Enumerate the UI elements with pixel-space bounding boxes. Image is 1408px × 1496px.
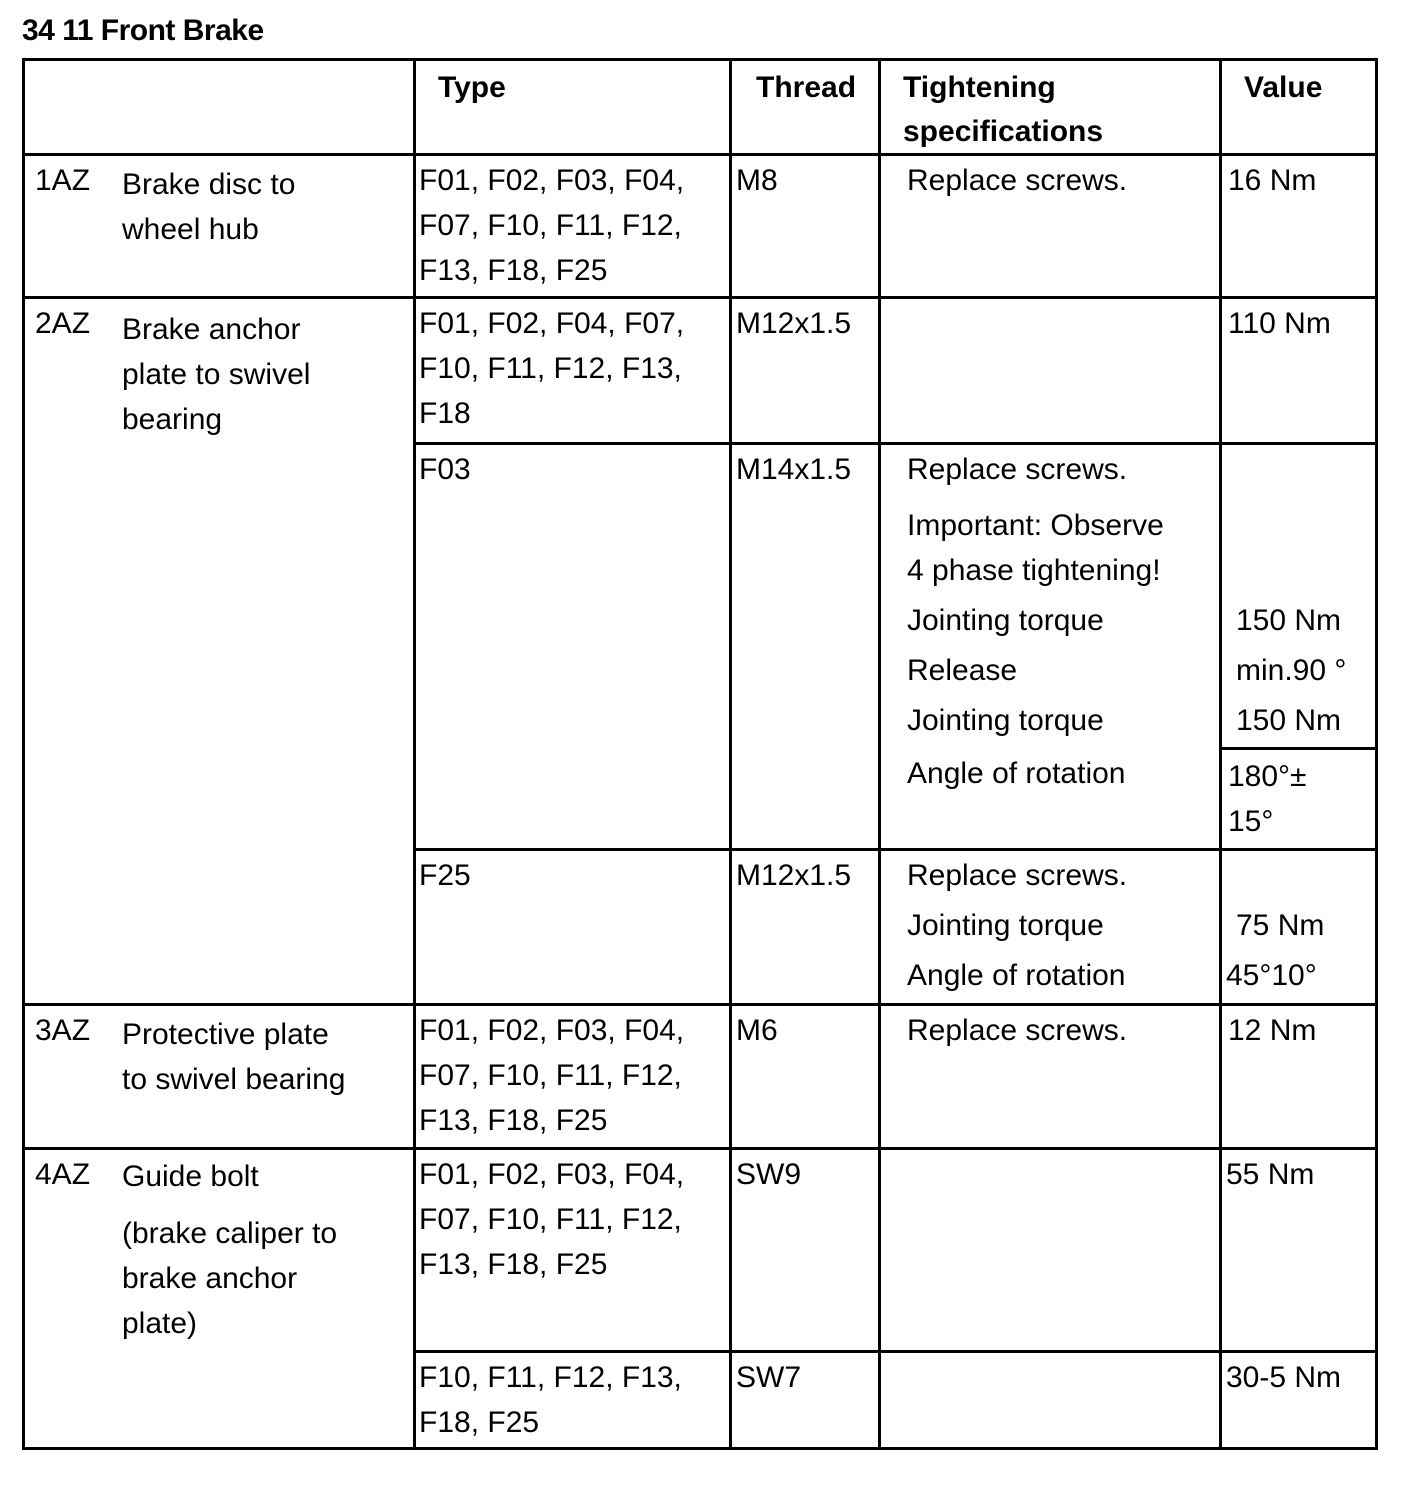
description-line: brake anchor	[122, 1262, 298, 1295]
spec-line: 4 phase tightening!	[907, 554, 1161, 587]
row-4az-b-type-cell	[416, 1353, 732, 1450]
angle-value	[1228, 754, 1307, 844]
type-line: F13, F18, F25	[419, 1248, 608, 1281]
row-2az-desc-cell	[25, 299, 416, 1006]
row-2az-b-angle-cell	[1222, 750, 1378, 851]
spec-line: Jointing torque	[907, 909, 1104, 942]
thread-value: M6	[736, 1014, 778, 1047]
row-3az-desc-cell	[25, 1006, 416, 1150]
row-1az-thread-cell	[732, 156, 881, 299]
row-2az-c-thread-cell	[732, 851, 881, 1006]
header-spec-line-2: specifications	[903, 115, 1104, 148]
type-list	[419, 301, 684, 436]
description-line: wheel hub	[122, 213, 259, 246]
row-1az-value-cell	[1222, 156, 1378, 299]
torque-value: 55 Nm	[1226, 1158, 1315, 1191]
row-code: 4AZ	[35, 1158, 91, 1191]
type-line: F10, F11, F12, F13,	[419, 1361, 682, 1394]
row-description-note	[122, 1211, 337, 1346]
spec-line: Jointing torque	[907, 604, 1104, 637]
type-line: F18	[419, 397, 471, 430]
torque-table	[22, 58, 1378, 1450]
torque-value: 75 Nm	[1236, 909, 1325, 942]
row-2az-b-value-cell	[1222, 445, 1378, 750]
description-line: Brake anchor	[122, 313, 301, 346]
row-2az-c-spec-cell	[881, 851, 1222, 1006]
row-4az-b-value-cell	[1222, 1353, 1378, 1450]
header-type-cell	[416, 61, 732, 156]
row-4az-b-spec-cell	[881, 1353, 1222, 1450]
torque-value: 12 Nm	[1228, 1014, 1317, 1047]
torque-value: 110 Nm	[1228, 307, 1331, 340]
row-4az-a-value-cell	[1222, 1150, 1378, 1353]
spec-line: Release	[907, 654, 1018, 687]
row-code: 1AZ	[35, 164, 91, 197]
row-description	[122, 1012, 345, 1102]
row-description	[122, 162, 295, 252]
type-line: F18, F25	[419, 1406, 540, 1439]
description-line: bearing	[122, 403, 223, 436]
row-4az-b-thread-cell	[732, 1353, 881, 1450]
row-3az-spec-cell	[881, 1006, 1222, 1150]
thread-value: M8	[736, 164, 778, 197]
row-description: Guide bolt	[122, 1160, 259, 1193]
header-thread: Thread	[756, 71, 857, 104]
thread-value: M12x1.5	[736, 859, 852, 892]
torque-value: 150 Nm	[1236, 604, 1342, 637]
spec-line: Important: Observe	[907, 509, 1164, 542]
spec-line: Angle of rotation	[907, 959, 1126, 992]
spec-line: Replace screws.	[907, 859, 1128, 892]
type-line: F07, F10, F11, F12,	[419, 1203, 682, 1236]
thread-value: SW7	[736, 1361, 802, 1394]
row-2az-a-value-cell	[1222, 299, 1378, 445]
type-list	[419, 1008, 684, 1143]
row-4az-desc-cell	[25, 1150, 416, 1450]
type-list	[419, 1355, 682, 1445]
spec-text: Replace screws.	[907, 1014, 1128, 1047]
page-title: 34 11 Front Brake	[22, 14, 264, 47]
type-list	[419, 1152, 684, 1287]
row-3az-thread-cell	[732, 1006, 881, 1150]
row-description	[122, 307, 310, 442]
description-line: plate to swivel	[122, 358, 311, 391]
spec-line: Replace screws.	[907, 453, 1128, 486]
row-2az-b-type-cell	[416, 445, 732, 851]
row-2az-b-thread-cell	[732, 445, 881, 851]
description-line: Brake disc to	[122, 168, 296, 201]
spec-text: Replace screws.	[907, 164, 1128, 197]
header-thread-cell	[732, 61, 881, 156]
row-3az-type-cell	[416, 1006, 732, 1150]
description-line: plate)	[122, 1307, 198, 1340]
header-blank-cell	[25, 61, 416, 156]
row-1az-desc-cell	[25, 156, 416, 299]
row-2az-a-type-cell	[416, 299, 732, 445]
type-line: F01, F02, F03, F04,	[419, 1014, 685, 1047]
type-line: F13, F18, F25	[419, 254, 608, 287]
row-1az-type-cell	[416, 156, 732, 299]
row-4az-a-type-cell	[416, 1150, 732, 1353]
row-code: 3AZ	[35, 1014, 91, 1047]
angle-line: 180°±	[1228, 760, 1307, 793]
type-line: F07, F10, F11, F12,	[419, 209, 682, 242]
row-4az-a-spec-cell	[881, 1150, 1222, 1353]
header-spec-cell	[881, 61, 1222, 156]
row-code: 2AZ	[35, 307, 91, 340]
type-line: F01, F02, F03, F04,	[419, 1158, 685, 1191]
torque-value: 150 Nm	[1236, 704, 1342, 737]
angle-value: 45°10°	[1226, 959, 1317, 992]
row-2az-c-type-cell	[416, 851, 732, 1006]
header-spec-line-1: Tightening	[903, 71, 1056, 104]
type-line: F07, F10, F11, F12,	[419, 1059, 682, 1092]
angle-line: 15°	[1228, 805, 1274, 838]
angle-value: min.90 °	[1236, 654, 1347, 687]
type-line: F01, F02, F03, F04,	[419, 164, 685, 197]
type-list	[419, 158, 684, 293]
thread-value: SW9	[736, 1158, 802, 1191]
header-value-cell	[1222, 61, 1378, 156]
description-line: Protective plate	[122, 1018, 329, 1051]
type-line: F25	[419, 859, 471, 892]
thread-value: M14x1.5	[736, 453, 852, 486]
type-line: F01, F02, F04, F07,	[419, 307, 685, 340]
row-4az-a-thread-cell	[732, 1150, 881, 1353]
type-line: F03	[419, 453, 471, 486]
description-line: (brake caliper to	[122, 1217, 338, 1250]
spec-line: Jointing torque	[907, 704, 1104, 737]
spec-line: Angle of rotation	[907, 757, 1126, 790]
thread-value: M12x1.5	[736, 307, 852, 340]
torque-value: 30-5 Nm	[1226, 1361, 1342, 1394]
row-3az-value-cell	[1222, 1006, 1378, 1150]
type-line: F13, F18, F25	[419, 1104, 608, 1137]
row-2az-c-value-cell	[1222, 851, 1378, 1006]
type-line: F10, F11, F12, F13,	[419, 352, 682, 385]
row-2az-a-spec-cell	[881, 299, 1222, 445]
row-2az-a-thread-cell	[732, 299, 881, 445]
row-2az-b-spec-cell	[881, 445, 1222, 851]
torque-value: 16 Nm	[1228, 164, 1317, 197]
row-1az-spec-cell	[881, 156, 1222, 299]
header-type: Type	[438, 71, 506, 104]
header-value: Value	[1244, 71, 1323, 104]
description-line: to swivel bearing	[122, 1063, 346, 1096]
